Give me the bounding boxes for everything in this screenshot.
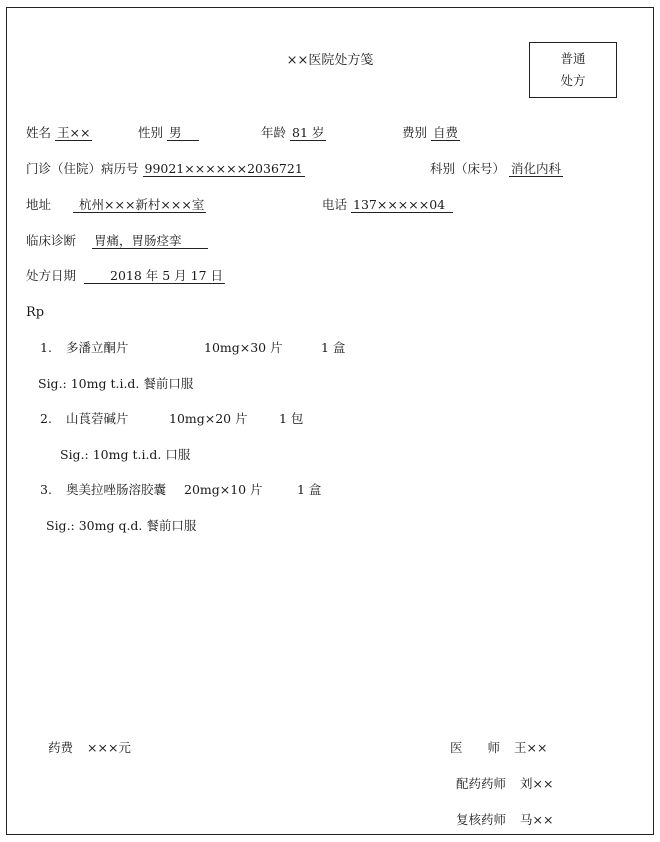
gender-field	[138, 125, 199, 141]
name-label: 姓名	[26, 125, 52, 140]
checker-signature: 马××	[520, 812, 554, 827]
rx-item-2-number: 2.	[40, 411, 52, 426]
rx-item-3-qty: 1 盒	[297, 482, 322, 497]
fee-type-field	[402, 125, 460, 141]
age-field	[261, 125, 326, 141]
checker-field	[456, 812, 553, 828]
address-value: 杭州×××新村×××室	[73, 197, 206, 213]
gender-label: 性别	[138, 125, 164, 140]
rp-label: Rp	[26, 305, 45, 320]
doctor-signature: 王××	[514, 740, 548, 755]
diagnosis-label: 临床诊断	[26, 233, 77, 248]
rx-item-2-qty: 1 包	[279, 411, 304, 426]
record-number-label: 门诊（住院）病历号	[26, 161, 139, 176]
checker-label: 复核药师	[456, 812, 507, 827]
address-label: 地址	[26, 197, 52, 212]
age-label: 年龄	[261, 125, 287, 140]
record-number-field	[26, 161, 305, 177]
rx-item-3-sig: Sig.: 30mg q.d. 餐前口服	[46, 518, 197, 533]
address-field	[26, 197, 206, 213]
phone-value: 137×××××04	[351, 197, 453, 213]
diagnosis-field	[26, 233, 208, 249]
age-value: 81 岁	[292, 125, 325, 140]
department-value: 消化内科	[511, 161, 562, 176]
fee-type-value: 自费	[433, 125, 459, 140]
drug-fee-field	[48, 740, 131, 756]
phone-field	[322, 197, 453, 213]
dispenser-signature: 刘××	[520, 776, 554, 791]
name-value: 王××	[57, 125, 91, 140]
dispenser-field	[456, 776, 553, 792]
diagnosis-value: 胃痛，胃肠痉挛	[92, 233, 208, 249]
rx-item-3-name: 奥美拉唑肠溶胶囊	[66, 482, 167, 497]
badge-line-2: 处方	[560, 73, 586, 88]
dispenser-label: 配药药师	[456, 776, 507, 791]
department-field	[430, 161, 563, 177]
phone-label: 电话	[322, 197, 348, 212]
doctor-field	[450, 740, 547, 756]
rx-item-2-spec: 10mg×20 片	[169, 411, 248, 426]
date-label: 处方日期	[26, 268, 77, 283]
drug-fee-label: 药费	[48, 740, 74, 755]
rx-item-1-sig: Sig.: 10mg t.i.d. 餐前口服	[38, 376, 194, 391]
rx-item-1-number: 1.	[40, 340, 52, 355]
name-field	[26, 125, 92, 141]
badge-line-1: 普通	[560, 51, 586, 66]
gender-value: 男	[167, 125, 199, 141]
rx-item-1-qty: 1 盒	[321, 340, 346, 355]
record-number-value: 99021××××××2036721	[144, 161, 303, 176]
date-field	[26, 268, 225, 284]
rx-item-3-spec: 20mg×10 片	[184, 482, 263, 497]
date-value: 2018 年 5 月 17 日	[84, 268, 225, 284]
rx-item-1-spec: 10mg×30 片	[204, 340, 283, 355]
rx-item-2-name: 山莨菪碱片	[66, 411, 129, 426]
doctor-label: 医 师	[450, 740, 501, 755]
department-label: 科别（床号）	[430, 161, 506, 176]
drug-fee-value: ×××元	[87, 740, 131, 755]
fee-type-label: 费别	[402, 125, 428, 140]
rx-item-2-sig: Sig.: 10mg t.i.d. 口服	[60, 447, 191, 462]
prescription-type-badge	[529, 42, 617, 98]
rx-item-3-number: 3.	[40, 482, 52, 497]
rx-item-1-name: 多潘立酮片	[66, 340, 129, 355]
prescription-title: ××医院处方笺	[286, 53, 374, 68]
